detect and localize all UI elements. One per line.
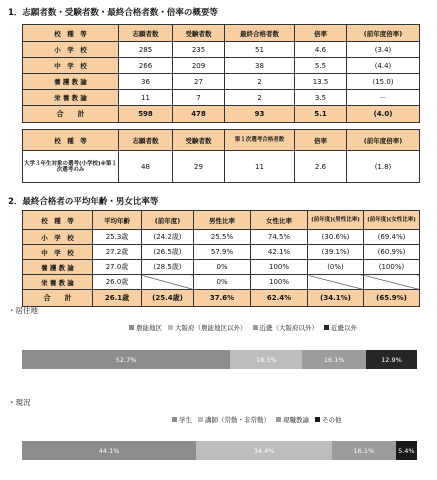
cell: (0%) <box>308 260 364 275</box>
cell: 285 <box>119 42 173 58</box>
cell: 7 <box>173 90 225 106</box>
col-header-prev-age: (前年度) <box>142 211 194 230</box>
legend-swatch <box>315 417 320 422</box>
status-bar <box>22 441 417 460</box>
col-header-avg-age: 平均年齢 <box>93 211 142 230</box>
cell: (26.5歳) <box>142 245 194 260</box>
legend-item <box>276 415 309 424</box>
cell: 27 <box>173 74 225 90</box>
cell: 38 <box>225 58 295 74</box>
legend-item <box>168 323 247 332</box>
cell: 2 <box>225 90 295 106</box>
table-row <box>23 245 420 260</box>
cell: 11 <box>225 151 295 183</box>
cell: 2.6 <box>295 151 347 183</box>
cell: 74.5% <box>251 230 308 245</box>
row-label: 中 学 校 <box>23 245 93 260</box>
legend-label: 近畿以外 <box>331 324 357 332</box>
cell: 93 <box>225 106 295 123</box>
col-header-examinees: 受験者数 <box>173 130 225 151</box>
residence-segment-osaka: 18.3% <box>230 350 302 369</box>
cell-na <box>364 275 420 290</box>
row-label: 小 学 校 <box>23 230 93 245</box>
status-segment-lecturer: 34.4% <box>196 441 332 460</box>
section2-title: 2．最終合格者の平均年齢・男女比率等 <box>8 197 159 207</box>
col-header-final-passers: 最終合格者数 <box>225 25 295 42</box>
cell: 0% <box>194 260 251 275</box>
residence-segment-kinki: 16.1% <box>302 350 366 369</box>
cell: 100% <box>251 260 308 275</box>
row-label: 養 護 教 諭 <box>23 74 119 90</box>
cell: 235 <box>173 42 225 58</box>
residence-segment-outside: 12.9% <box>366 350 417 369</box>
cell: 209 <box>173 58 225 74</box>
table-row <box>23 74 420 90</box>
cell: (4.0) <box>347 106 420 123</box>
col-header-ratio: 倍率 <box>295 130 347 151</box>
legend-swatch <box>129 325 134 330</box>
cell: 11 <box>119 90 173 106</box>
cell: 0% <box>194 275 251 290</box>
cell: (60.9%) <box>364 245 420 260</box>
legend-item <box>172 415 192 424</box>
table-row <box>23 151 420 183</box>
col-header-applicants: 志願者数 <box>119 130 173 151</box>
table-row <box>23 58 420 74</box>
cell: 36 <box>119 74 173 90</box>
row-label: 中 学 校 <box>23 58 119 74</box>
status-segment-student: 44.1% <box>22 441 196 460</box>
cell: (69.4%) <box>364 230 420 245</box>
cell: (3.4) <box>347 42 420 58</box>
legend-label: 農能地区 <box>136 324 162 332</box>
cell: 13.5 <box>295 74 347 90</box>
cell: 57.9% <box>194 245 251 260</box>
total-row <box>23 290 420 307</box>
cell: － <box>347 90 420 106</box>
cell: 27.0歳 <box>93 260 142 275</box>
legend-label: 大阪府（農能地区以外） <box>175 324 247 332</box>
col-header-prev-male: (前年度)(男性比率) <box>308 211 364 230</box>
cell: 3.5 <box>295 90 347 106</box>
legend-swatch <box>168 325 173 330</box>
junior-year-table <box>22 129 420 183</box>
cell: (1.8) <box>347 151 420 183</box>
col-header-prev-female: (前年度)(女性比率) <box>364 211 420 230</box>
table-row <box>23 230 420 245</box>
cell: 27.2歳 <box>93 245 142 260</box>
col-header-type: 校 種 等 <box>23 130 119 151</box>
cell: (4.4) <box>347 58 420 74</box>
row-label: 養 護 教 諭 <box>23 260 93 275</box>
col-header-first-passers: 第１次選考合格者数 <box>225 130 295 151</box>
col-header-ratio: 倍率 <box>295 25 347 42</box>
status-segment-teacher: 16.1% <box>332 441 396 460</box>
col-header-examinees: 受験者数 <box>173 25 225 42</box>
col-header-type: 校 種 等 <box>23 211 93 230</box>
cell: 25.3歳 <box>93 230 142 245</box>
cell: 5.5 <box>295 58 347 74</box>
col-header-prev-ratio: (前年度倍率) <box>347 130 420 151</box>
status-segment-other: 5.4% <box>396 441 417 460</box>
residence-bar <box>22 350 417 369</box>
cell: (34.1%) <box>308 290 364 307</box>
cell: 478 <box>173 106 225 123</box>
table-row <box>23 90 420 106</box>
table-row <box>23 42 420 58</box>
legend-label: 現職教諭 <box>283 416 309 424</box>
row-label: 栄 養 教 諭 <box>23 275 93 290</box>
legend-item <box>129 323 162 332</box>
legend-label: その他 <box>322 416 342 424</box>
row-label: 大学３年生対象の選考(小学校)※第１次選考のみ <box>23 151 119 183</box>
legend-label: 講師（常勤・非常勤） <box>205 416 270 424</box>
legend-item <box>315 415 342 424</box>
cell-na <box>308 275 364 290</box>
applicants-table <box>22 24 420 123</box>
cell: 25.5% <box>194 230 251 245</box>
cell: 29 <box>173 151 225 183</box>
legend-item <box>253 323 319 332</box>
cell: (100%) <box>364 260 420 275</box>
col-header-female-ratio: 女性比率 <box>251 211 308 230</box>
cell: 4.6 <box>295 42 347 58</box>
cell: 598 <box>119 106 173 123</box>
cell: 48 <box>119 151 173 183</box>
cell: 100% <box>251 275 308 290</box>
cell: (65.9%) <box>364 290 420 307</box>
section1-title: 1．志願者数・受験者数・最終合格者数・倍率の概要等 <box>8 8 218 18</box>
legend-label: 学生 <box>179 416 192 424</box>
cell: (24.2歳) <box>142 230 194 245</box>
legend-swatch <box>324 325 329 330</box>
cell: (28.5歳) <box>142 260 194 275</box>
cell: 2 <box>225 74 295 90</box>
row-label: 合 計 <box>23 290 93 307</box>
residence-legend <box>129 323 357 332</box>
cell-na <box>142 275 194 290</box>
legend-swatch <box>253 325 258 330</box>
legend-label: 近畿（大阪府以外） <box>259 324 318 332</box>
col-header-male-ratio: 男性比率 <box>194 211 251 230</box>
row-label: 栄 養 教 諭 <box>23 90 119 106</box>
cell: (39.1%) <box>308 245 364 260</box>
total-row <box>23 106 420 123</box>
cell: 42.1% <box>251 245 308 260</box>
cell: (15.0) <box>347 74 420 90</box>
cell: (30.6%) <box>308 230 364 245</box>
table-row <box>23 275 420 290</box>
status-title: ・現況 <box>8 398 31 407</box>
legend-item <box>324 323 357 332</box>
legend-item <box>198 415 270 424</box>
cell: 26.1歳 <box>93 290 142 307</box>
cell: 266 <box>119 58 173 74</box>
col-header-type: 校 種 等 <box>23 25 119 42</box>
passer-stats-table <box>22 210 420 307</box>
row-label: 小 学 校 <box>23 42 119 58</box>
cell: 26.0歳 <box>93 275 142 290</box>
cell: 51 <box>225 42 295 58</box>
cell: (25.4歳) <box>142 290 194 307</box>
cell: 5.1 <box>295 106 347 123</box>
col-header-applicants: 志願者数 <box>119 25 173 42</box>
cell: 62.4% <box>251 290 308 307</box>
legend-swatch <box>198 417 203 422</box>
table-row <box>23 260 420 275</box>
legend-swatch <box>172 417 177 422</box>
residence-title: ・居住地 <box>8 306 38 315</box>
residence-segment-nose: 52.7% <box>22 350 230 369</box>
row-label: 合 計 <box>23 106 119 123</box>
cell: 37.6% <box>194 290 251 307</box>
status-legend <box>172 415 342 424</box>
col-header-prev-ratio: (前年度倍率) <box>347 25 420 42</box>
legend-swatch <box>276 417 281 422</box>
